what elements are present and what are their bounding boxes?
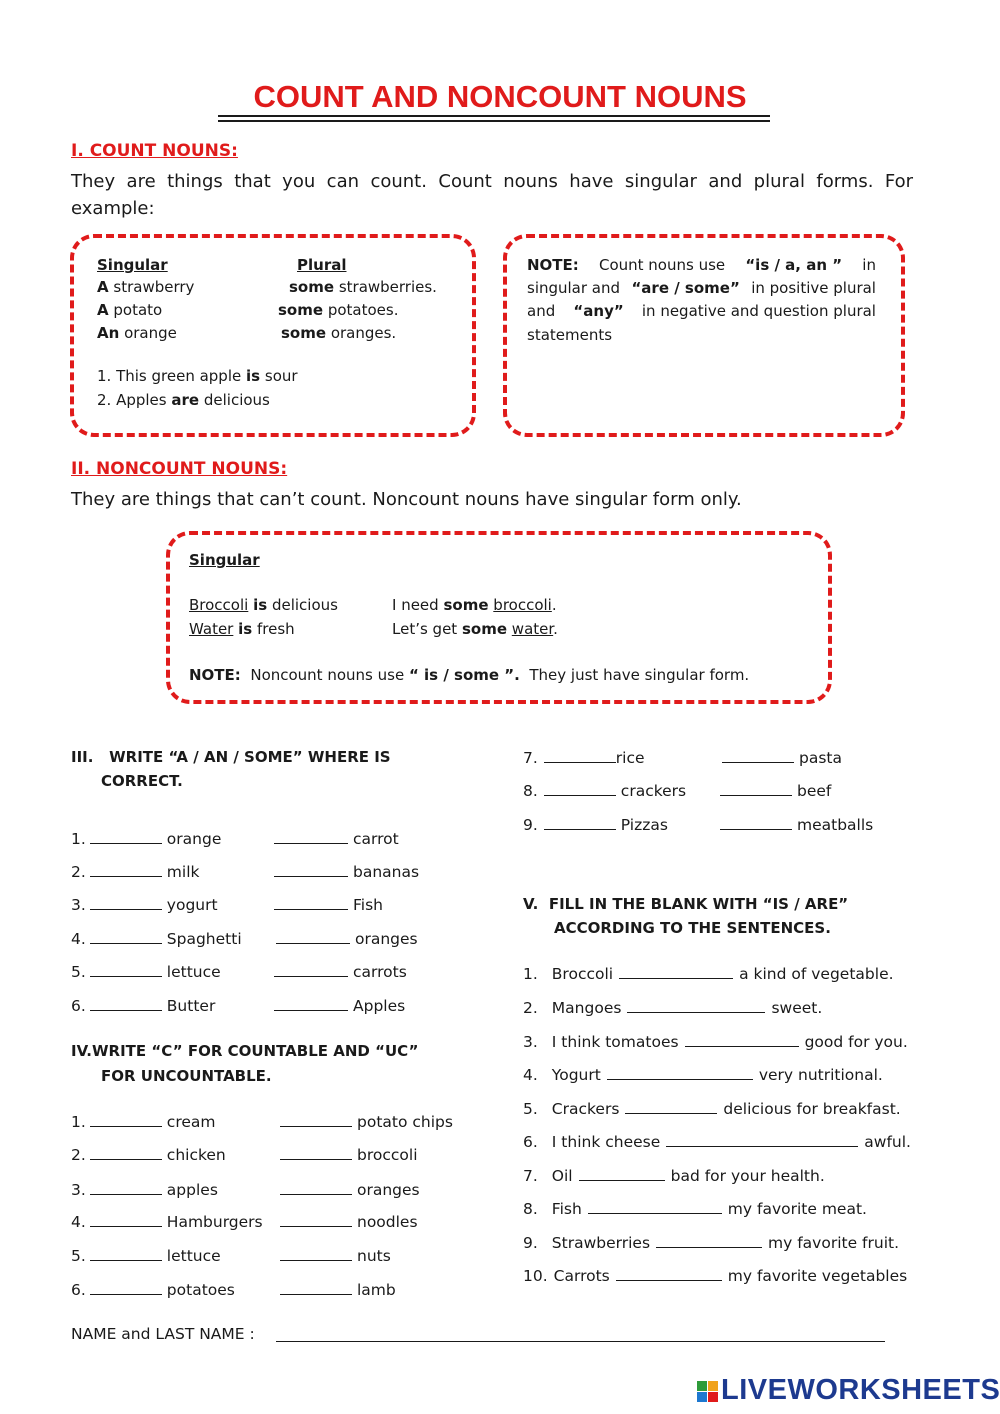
adjective: fresh: [256, 620, 295, 638]
exercise-5-item: [523, 1130, 911, 1153]
exercise-heading-text: FILL IN THE BLANK WITH “IS / ARE”: [548, 895, 849, 913]
exercise-3-item: [523, 813, 668, 836]
exercise-4-item: [71, 1178, 218, 1201]
sentence-start: I think cheese: [551, 1133, 661, 1151]
exercise-4-item: [71, 1244, 221, 1267]
item-word: oranges: [357, 1181, 420, 1199]
exercise-3-item-b: [274, 860, 419, 883]
item-number: 2.: [523, 999, 538, 1017]
sentence-end: awful.: [864, 1133, 911, 1151]
exercise-3-item: [523, 746, 645, 769]
exercise-4-heading: [71, 1039, 419, 1063]
exercise-3-item: [71, 860, 200, 883]
answer-blank[interactable]: [616, 1264, 722, 1281]
answer-blank[interactable]: [90, 1278, 162, 1295]
sentence-end: a kind of vegetable.: [739, 965, 894, 983]
exercise-3-heading: [71, 745, 391, 769]
article: A: [97, 301, 109, 319]
exercise-4-item-b: [280, 1278, 396, 1301]
note-text: and: [527, 302, 556, 320]
exercise-5-item: [523, 962, 894, 985]
noncount-example-1: [189, 594, 338, 617]
item-number: 4.: [71, 930, 86, 948]
answer-blank[interactable]: [90, 827, 162, 844]
answer-blank[interactable]: [280, 1110, 352, 1127]
exercise-5-item: [523, 1030, 908, 1053]
answer-blank[interactable]: [90, 1210, 162, 1227]
answer-blank[interactable]: [274, 994, 348, 1011]
sentence-start: I think tomatoes: [551, 1033, 679, 1051]
answer-blank[interactable]: [685, 1030, 799, 1047]
sentence-start: Crackers: [551, 1100, 620, 1118]
section-heading-count: I. COUNT NOUNS:: [71, 141, 238, 161]
answer-blank[interactable]: [280, 1178, 352, 1195]
note-text: singular and: [527, 279, 621, 297]
item-number: 6.: [71, 997, 86, 1015]
plural-noun: oranges.: [330, 324, 397, 342]
item-number: 5.: [71, 1247, 86, 1265]
answer-blank[interactable]: [274, 960, 348, 977]
answer-blank[interactable]: [90, 1143, 162, 1160]
sentence-text: I need: [392, 596, 439, 614]
quantifier: some: [281, 324, 327, 342]
item-word: nuts: [357, 1247, 391, 1265]
sentence-text: Let’s get: [392, 620, 458, 638]
logo-text: LIVEWORKSHEETS: [721, 1374, 1000, 1406]
adjective: delicious: [271, 596, 338, 614]
noun: broccoli: [493, 596, 552, 614]
exercise-3-item: [71, 927, 242, 950]
exercise-number: V.: [523, 895, 539, 913]
answer-blank[interactable]: [274, 893, 348, 910]
note-line-3: [527, 300, 876, 323]
page-title: COUNT AND NONCOUNT NOUNS: [253, 79, 747, 114]
exercise-5-item: [523, 1097, 901, 1120]
sentence-start: Strawberries: [551, 1234, 651, 1252]
answer-blank[interactable]: [90, 994, 162, 1011]
exercise-4-item-b: [280, 1244, 391, 1267]
item-word: Pizzas: [620, 816, 668, 834]
item-word: bananas: [353, 863, 420, 881]
sentence-end: my favorite meat.: [727, 1200, 867, 1218]
example-text: sour: [264, 367, 298, 385]
item-word: lettuce: [166, 963, 221, 981]
item-number: 2.: [71, 863, 86, 881]
sentence-end: bad for your health.: [670, 1167, 825, 1185]
noun: Water: [189, 620, 234, 638]
example-text: 2. Apples: [97, 391, 167, 409]
item-word: noodles: [357, 1213, 418, 1231]
article: An: [97, 324, 120, 342]
answer-blank[interactable]: [722, 746, 794, 763]
exercise-4-heading-line2: FOR UNCOUNTABLE.: [101, 1067, 272, 1085]
item-word: rice: [615, 749, 645, 767]
section-heading-noncount: II. NONCOUNT NOUNS:: [71, 459, 288, 479]
answer-blank[interactable]: [544, 779, 616, 796]
name-input-line[interactable]: [276, 1341, 885, 1342]
count-definition-line2: example:: [71, 198, 155, 219]
exercise-5-heading: [523, 892, 848, 916]
item-number: 10.: [523, 1267, 548, 1285]
item-number: 5.: [523, 1100, 538, 1118]
exercise-3-item-b: [276, 927, 418, 950]
exercise-3-item: [523, 779, 686, 802]
sentence-start: Fish: [551, 1200, 582, 1218]
sentence-end: good for you.: [804, 1033, 908, 1051]
item-word: oranges: [355, 930, 418, 948]
exercise-3-item-b: [274, 994, 405, 1017]
sentence-start: Mangoes: [551, 999, 622, 1017]
item-number: 1.: [71, 1113, 86, 1131]
answer-blank[interactable]: [90, 960, 162, 977]
item-number: 9.: [523, 1234, 538, 1252]
note-text: in: [862, 256, 876, 274]
exercise-5-item: [523, 1063, 883, 1086]
item-word: lamb: [357, 1281, 396, 1299]
exercise-4-item-b: [280, 1210, 418, 1233]
answer-blank[interactable]: [720, 813, 792, 830]
item-number: 7.: [523, 1167, 538, 1185]
exercise-5-item: [523, 1231, 899, 1254]
item-number: 6.: [71, 1281, 86, 1299]
noun: orange: [124, 324, 177, 342]
count-example-1: [97, 365, 298, 388]
exercise-3-item: [71, 893, 218, 916]
plural-row-1: [289, 276, 437, 299]
answer-blank[interactable]: [625, 1097, 717, 1114]
note-text: in positive plural: [751, 279, 876, 297]
exercise-4-item-b: [280, 1110, 453, 1133]
exercise-5-item: [523, 996, 822, 1019]
liveworksheets-logo: [697, 1374, 1000, 1414]
item-number: 3.: [71, 1181, 86, 1199]
answer-blank[interactable]: [280, 1278, 352, 1295]
sentence-start: Carrots: [553, 1267, 610, 1285]
plural-noun: potatoes.: [327, 301, 399, 319]
item-word: Spaghetti: [166, 930, 242, 948]
item-number: 4.: [71, 1213, 86, 1231]
noun: strawberry: [113, 278, 195, 296]
item-number: 3.: [71, 896, 86, 914]
col-header-plural: Plural: [297, 256, 347, 274]
item-word: cream: [166, 1113, 216, 1131]
sentence-end: very nutritional.: [758, 1066, 883, 1084]
exercise-4-item: [71, 1143, 226, 1166]
item-word: potato chips: [357, 1113, 453, 1131]
item-word: Hamburgers: [166, 1213, 263, 1231]
note-keyword: “are / some”: [631, 279, 740, 297]
plural-row-3: [281, 322, 396, 345]
item-number: 6.: [523, 1133, 538, 1151]
singular-row-1: [97, 276, 194, 299]
answer-blank[interactable]: [619, 962, 733, 979]
noncount-definition: They are things that can’t count. Noncount nouns have singular form only.: [71, 489, 742, 510]
col-header-singular: Singular: [97, 256, 168, 274]
exercise-3-item-b: [722, 746, 842, 769]
item-number: 4.: [523, 1066, 538, 1084]
sentence-end: delicious for breakfast.: [723, 1100, 901, 1118]
sentence-end: my favorite fruit.: [768, 1234, 900, 1252]
exercise-3-item-b: [274, 893, 383, 916]
item-number: 5.: [71, 963, 86, 981]
exercise-3-heading-line2: CORRECT.: [101, 772, 183, 790]
sentence-end: my favorite vegetables: [727, 1267, 908, 1285]
plural-row-2: [278, 299, 398, 322]
exercise-heading-text: WRITE “A / AN / SOME” WHERE IS: [109, 748, 391, 766]
item-word: milk: [166, 863, 200, 881]
sentence-start: Yogurt: [551, 1066, 601, 1084]
exercise-5-item: [523, 1264, 907, 1287]
answer-blank[interactable]: [544, 813, 616, 830]
exercise-number: IV.: [71, 1042, 92, 1060]
verb: is: [253, 596, 268, 614]
example-text: 1. This green apple: [97, 367, 242, 385]
title-underline: [218, 115, 770, 117]
answer-blank[interactable]: [90, 1178, 162, 1195]
quantifier: some: [278, 301, 324, 319]
example-verb: is: [246, 367, 261, 385]
noun: water: [511, 620, 554, 638]
sentence-start: Broccoli: [551, 965, 614, 983]
answer-blank[interactable]: [280, 1143, 352, 1160]
sentence-start: Oil: [551, 1167, 573, 1185]
noun: Broccoli: [189, 596, 249, 614]
plural-noun: strawberries.: [338, 278, 437, 296]
exercise-4-item-b: [280, 1178, 420, 1201]
item-word: pasta: [799, 749, 842, 767]
answer-blank[interactable]: [544, 746, 616, 763]
exercise-5-item: [523, 1164, 825, 1187]
exercise-number: III.: [71, 748, 94, 766]
exercise-heading-text: WRITE “C” FOR COUNTABLE AND “UC”: [91, 1042, 419, 1060]
item-word: apples: [166, 1181, 218, 1199]
note-line-1: [527, 254, 876, 277]
exercise-3-item: [71, 960, 221, 983]
note-label: NOTE:: [527, 256, 579, 274]
note-label: NOTE:: [189, 666, 241, 684]
exercise-5-item: [523, 1197, 867, 1220]
item-number: 1.: [523, 965, 538, 983]
item-number: 2.: [71, 1146, 86, 1164]
item-word: carrot: [353, 830, 399, 848]
item-word: Fish: [353, 896, 383, 914]
verb: is: [238, 620, 253, 638]
item-word: Butter: [166, 997, 216, 1015]
answer-blank[interactable]: [588, 1197, 722, 1214]
item-word: meatballs: [797, 816, 874, 834]
article: A: [97, 278, 109, 296]
item-word: beef: [797, 782, 832, 800]
noncount-sentence-1: [392, 594, 557, 617]
note-text: They just have singular form.: [529, 666, 750, 684]
exercise-4-item-b: [280, 1143, 418, 1166]
item-number: 9.: [523, 816, 538, 834]
item-word: yogurt: [166, 896, 218, 914]
answer-blank[interactable]: [90, 927, 162, 944]
note-keyword: “ is / some ”.: [408, 666, 520, 684]
note-text: in negative and question plural: [641, 302, 876, 320]
noncount-example-2: [189, 618, 295, 641]
answer-blank[interactable]: [90, 860, 162, 877]
singular-row-3: [97, 322, 177, 345]
noncount-note: [189, 664, 749, 687]
singular-row-2: [97, 299, 162, 322]
title-underline-2: [218, 120, 770, 122]
noun: potato: [113, 301, 163, 319]
noncount-sentence-2: [392, 618, 558, 641]
answer-blank[interactable]: [90, 1110, 162, 1127]
count-example-2: [97, 389, 270, 412]
count-definition-line1: They are things that you can count. Count nouns have singular and plural forms. For: [71, 171, 913, 192]
item-number: 8.: [523, 1200, 538, 1218]
quantifier: some: [461, 620, 508, 638]
item-word: carrots: [353, 963, 407, 981]
answer-blank[interactable]: [274, 860, 348, 877]
exercise-4-item: [71, 1210, 263, 1233]
answer-blank[interactable]: [627, 996, 765, 1013]
punctuation: .: [553, 620, 558, 638]
exercise-3-item-b: [720, 813, 873, 836]
note-text: Noncount nouns use: [250, 666, 405, 684]
exercise-3-item-b: [720, 779, 831, 802]
answer-blank[interactable]: [720, 779, 792, 796]
note-text: Count nouns use: [598, 256, 726, 274]
punctuation: .: [551, 596, 557, 614]
name-label: NAME and LAST NAME :: [71, 1325, 255, 1343]
answer-blank[interactable]: [90, 893, 162, 910]
exercise-3-item: [71, 994, 215, 1017]
item-number: 1.: [71, 830, 86, 848]
item-word: Apples: [353, 997, 406, 1015]
item-number: 8.: [523, 782, 538, 800]
example-verb: are: [171, 391, 200, 409]
answer-blank[interactable]: [666, 1130, 858, 1147]
quantifier: some: [443, 596, 489, 614]
note-keyword: “is / a, an ”: [745, 256, 843, 274]
item-number: 3.: [523, 1033, 538, 1051]
exercise-3-item-b: [274, 960, 407, 983]
item-word: lettuce: [166, 1247, 221, 1265]
example-text: delicious: [203, 391, 270, 409]
exercise-3-item: [71, 827, 221, 850]
note-line-4: statements: [527, 326, 613, 344]
answer-blank[interactable]: [276, 927, 350, 944]
sentence-end: sweet.: [771, 999, 823, 1017]
exercise-5-heading-line2: ACCORDING TO THE SENTENCES.: [554, 919, 831, 937]
answer-blank[interactable]: [90, 1244, 162, 1261]
item-word: potatoes: [166, 1281, 235, 1299]
answer-blank[interactable]: [656, 1231, 762, 1248]
item-word: crackers: [620, 782, 687, 800]
item-word: broccoli: [357, 1146, 418, 1164]
note-line-2: [527, 277, 876, 300]
answer-blank[interactable]: [280, 1244, 352, 1261]
answer-blank[interactable]: [280, 1210, 352, 1227]
note-keyword: “any”: [573, 302, 624, 320]
answer-blank[interactable]: [579, 1164, 665, 1181]
col-header-singular: Singular: [189, 551, 260, 569]
item-number: 7.: [523, 749, 538, 767]
quantifier: some: [289, 278, 335, 296]
answer-blank[interactable]: [274, 827, 348, 844]
answer-blank[interactable]: [607, 1063, 753, 1080]
item-word: orange: [166, 830, 222, 848]
item-word: chicken: [166, 1146, 226, 1164]
exercise-3-item-b: [274, 827, 399, 850]
exercise-4-item: [71, 1110, 215, 1133]
exercise-4-item: [71, 1278, 235, 1301]
